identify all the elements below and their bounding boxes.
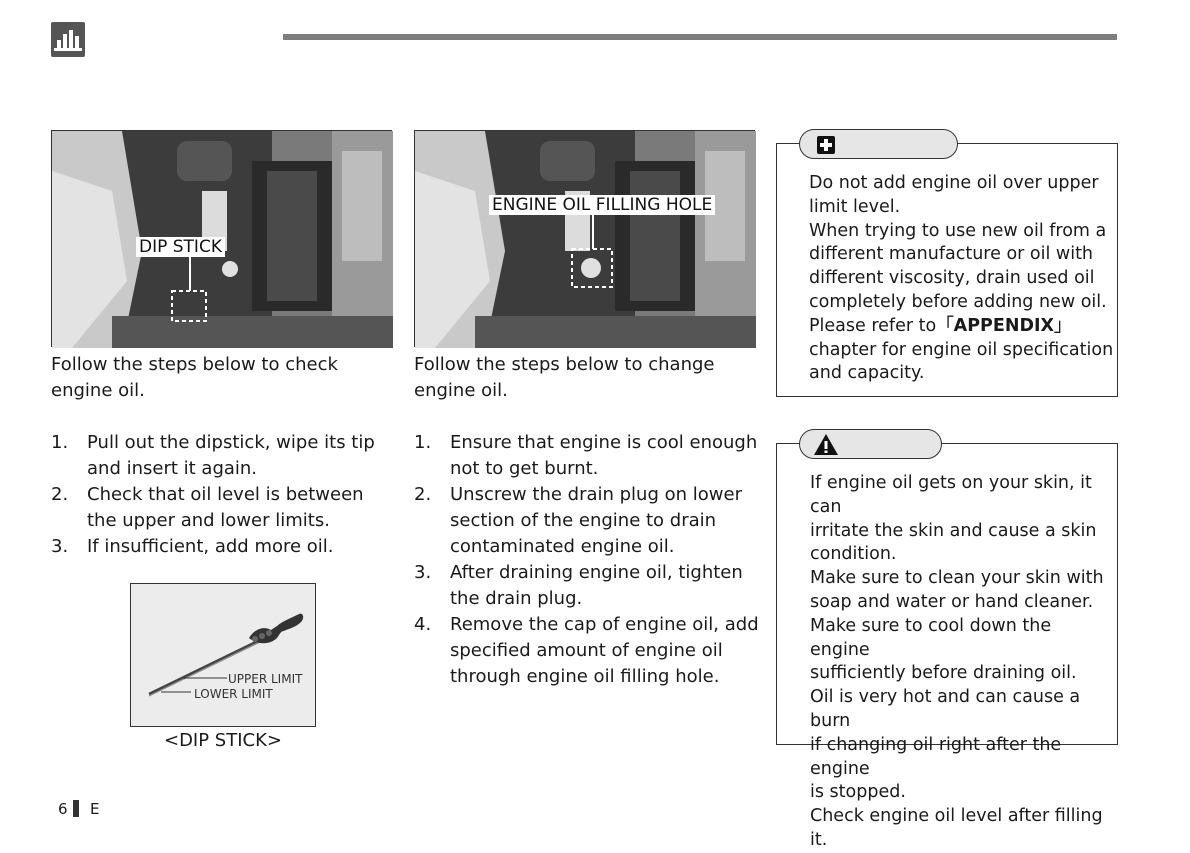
note-text: Do not add engine oil over upper limit level. When trying to use new oil from a different manufacture or oil with different viscosity, drain used oil completely before adding new oil. Please refer to「APPENDIX」 chapter for engine oil specification and capacity. [809, 173, 1114, 384]
engine-photo-dipstick [51, 130, 392, 347]
check-step-3: 3. If insufficient, add more oil. [51, 536, 334, 557]
dipstick-diagram [130, 583, 316, 727]
page-number-divider [73, 800, 79, 817]
plus-icon [817, 136, 835, 154]
warning-triangle-icon [813, 433, 839, 460]
change-step-3: 3. After draining engine oil, tighten the drain plug. [414, 562, 743, 609]
dipstick-callout: DIP STICK [136, 237, 225, 257]
warning-tab [799, 429, 942, 459]
page-number: 6 [58, 800, 68, 818]
change-step-1: 1. Ensure that engine is cool enough not to get burnt. [414, 432, 758, 479]
note-tab [799, 129, 958, 159]
change-oil-steps [414, 430, 759, 690]
check-step-1: 1. Pull out the dipstick, wipe its tip and insert it again. [51, 432, 375, 479]
header-rule [283, 34, 1117, 40]
change-step-2: 2. Unscrew the drain plug on lower section of the engine to drain contaminated engine oil. [414, 484, 742, 557]
change-oil-intro: Follow the steps below to change engine oil. [414, 354, 715, 401]
dipstick-caption: <DIP STICK> [163, 730, 282, 751]
change-step-4: 4. Remove the cap of engine oil, add specified amount of engine oil through engine oil filling hole. [414, 614, 759, 687]
check-oil-intro: Follow the steps below to check engine oil. [51, 354, 338, 401]
appendix-reference: 「APPENDIX」 [936, 315, 1072, 336]
filling-hole-callout: ENGINE OIL FILLING HOLE [489, 195, 715, 215]
upper-limit-label: UPPER LIMIT [228, 672, 303, 686]
check-oil-steps [51, 430, 396, 560]
engine-photo-filling-hole [414, 130, 755, 347]
page-language: E [90, 800, 100, 818]
warning-text: If engine oil gets on your skin, it can irritate the skin and cause a skin condition. Make sure to clean your skin with soap and water or hand cleaner. Make sure to cool down the engine sufficiently before draining oil. Oil is very hot and can cause a burn if changing oil right after the engine is stopped. Check engine oil level after filling it. [810, 473, 1104, 850]
check-step-2: 2. Check that oil level is between the upper and lower limits. [51, 484, 364, 531]
brand-logo [51, 22, 85, 57]
lower-limit-label: LOWER LIMIT [194, 687, 273, 701]
